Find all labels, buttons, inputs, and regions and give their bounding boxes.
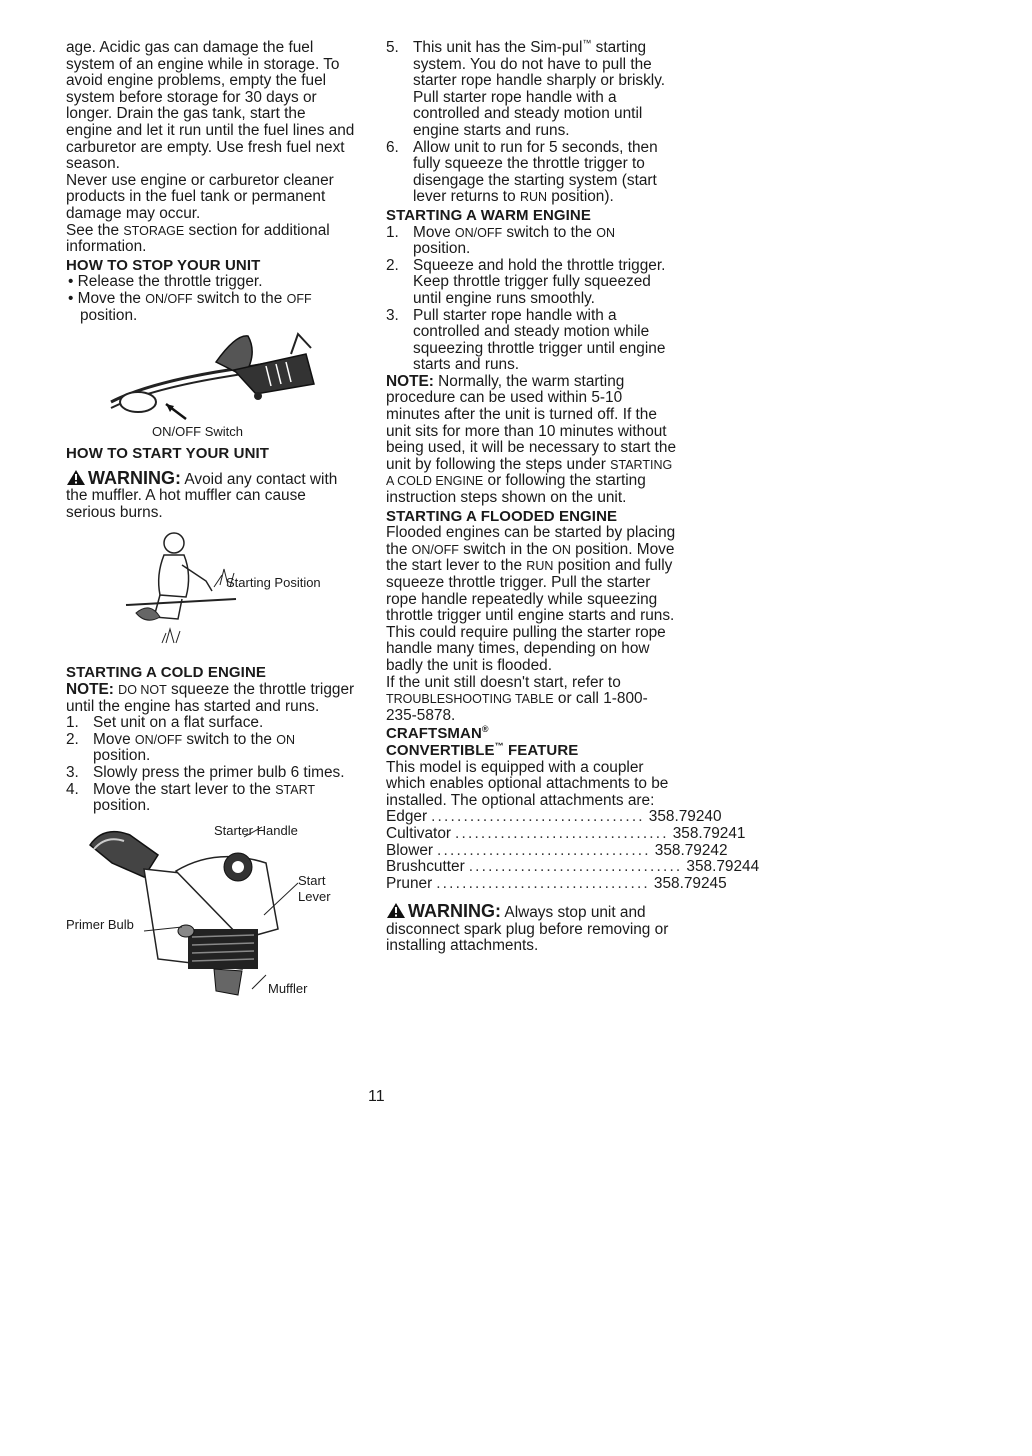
engine-controls-figure	[66, 819, 356, 1015]
list-item: 4. Move the start lever to the START position.	[66, 780, 316, 815]
list-item: 2. Squeeze and hold the throttle trigger. Keep throttle trigger fully squeezed until engine runs smoothly.	[386, 256, 666, 307]
list-item: Edger ................................. 358.79240	[386, 808, 722, 826]
storage-paragraph: age. Acidic gas can damage the fuel system of an engine while in storage. To avoid engine problems, empty the fuel system before storage for 30 days or longer. Drain the gas tank, start the engine and let it run until the fuel lines and carburetor are empty. Use fresh fuel next season.	[66, 39, 355, 173]
warning-icon	[66, 469, 86, 486]
start-unit-heading: HOW TO START YOUR UNIT	[66, 445, 270, 463]
primer-bulb-caption: Primer Bulb	[66, 916, 134, 932]
cold-engine-steps	[66, 715, 356, 815]
flooded-engine-heading: STARTING A FLOODED ENGINE	[386, 507, 618, 525]
attachment-warning: WARNING: Always stop unit and disconnect spark plug before removing or installing attachments.	[386, 901, 669, 955]
troubleshooting-paragraph: If the unit still doesn't start, refer to TROUBLESHOOTING TABLE or call 1-800-235-5878.	[386, 673, 648, 724]
right-column	[386, 38, 760, 955]
cold-engine-note: NOTE: DO NOT squeeze the throttle trigger until the engine has started and runs.	[66, 681, 355, 715]
warm-engine-heading: STARTING A WARM ENGINE	[386, 206, 591, 224]
coupler-paragraph: This model is equipped with a coupler which enables optional attachments to be installed. The optional attachments are:	[386, 758, 669, 809]
trimmer-handle-illustration	[66, 324, 356, 424]
list-item: • Release the throttle trigger.	[68, 273, 263, 291]
list-item: Blower ................................. 358.79242	[386, 841, 728, 859]
convertible-feature-heading: CONVERTIBLE™ FEATURE	[386, 740, 579, 759]
starting-position-figure	[66, 521, 356, 651]
start-lever-caption-start: Start	[298, 872, 326, 888]
list-item: Brushcutter ................................. 358.79244	[386, 858, 760, 876]
page-number: 11	[368, 1088, 385, 1105]
warm-engine-steps	[386, 225, 676, 374]
list-item: Pruner ................................. 358.79245	[386, 874, 727, 892]
on-off-switch-caption: ON/OFF Switch	[152, 424, 244, 440]
craftsman-heading: CRAFTSMAN®	[386, 724, 489, 743]
list-item: • Move the ON/OFF switch to the OFF position.	[68, 289, 312, 324]
list-item: Cultivator ................................. 358.79241	[386, 824, 746, 842]
stop-unit-list	[66, 274, 356, 324]
stop-unit-heading: HOW TO STOP YOUR UNIT	[66, 256, 261, 274]
list-item: 2. Move ON/OFF switch to the ON position.	[66, 730, 295, 765]
left-column	[66, 40, 356, 1015]
warm-engine-note: NOTE: Normally, the warm starting procedure can be used within 5-10 minutes after the unit is turned off. If the unit sits for more than 10 minutes without being used, it will be necessary to start the unit by following the steps under STARTING A COLD ENGINE or following the starting instruction steps shown on the unit.	[386, 372, 677, 507]
list-item: 6. Allow unit to run for 5 seconds, then fully squeeze the throttle trigger to disengage the starting system (start lever returns to RUN position).	[386, 138, 658, 206]
list-item: 1. Move ON/OFF switch to the ON position.	[386, 223, 615, 258]
cleaner-warning-paragraph: Never use engine or carburetor cleaner products in the fuel tank or permanent damage may occur.	[66, 171, 334, 222]
cold-engine-steps-continued	[386, 40, 676, 206]
muffler-caption: Muffler	[268, 980, 308, 996]
list-item: 3. Pull starter rope handle with a controlled and steady motion while squeezing throttle trigger until engine starts and runs.	[386, 306, 666, 374]
list-item: 3. Slowly press the primer bulb 6 times.	[66, 764, 345, 782]
start-lever-caption-lever: Lever	[298, 888, 331, 904]
muffler-warning: WARNING: Avoid any contact with the muffler. A hot muffler can cause serious burns.	[66, 467, 338, 521]
list-item: 1. Set unit on a flat surface.	[66, 714, 264, 732]
list-item: 5. This unit has the Sim-pul™ starting system. You do not have to pull the starter rope handle sharply or briskly. Pull starter rope handle with a controlled and steady motion until engine starts and runs.	[386, 38, 666, 139]
warning-icon	[386, 902, 406, 919]
cold-engine-heading: STARTING A COLD ENGINE	[66, 664, 266, 682]
on-off-switch-figure	[66, 324, 356, 440]
see-storage-paragraph: See the STORAGE section for additional information.	[66, 221, 330, 256]
starting-position-caption: Starting Position	[226, 575, 321, 591]
flooded-engine-paragraph: Flooded engines can be started by placing the ON/OFF switch in the ON position. Move the start lever to the RUN position and fully squeeze throttle trigger. Pull the starter rope handle repeatedly while squeezing throttle trigger until engine starts and runs. This could require pulling the starter rope handle many times, depending on how badly the unit is flooded.	[386, 524, 676, 674]
attachments-list	[386, 808, 760, 892]
starter-handle-caption: Starter Handle	[214, 822, 298, 838]
